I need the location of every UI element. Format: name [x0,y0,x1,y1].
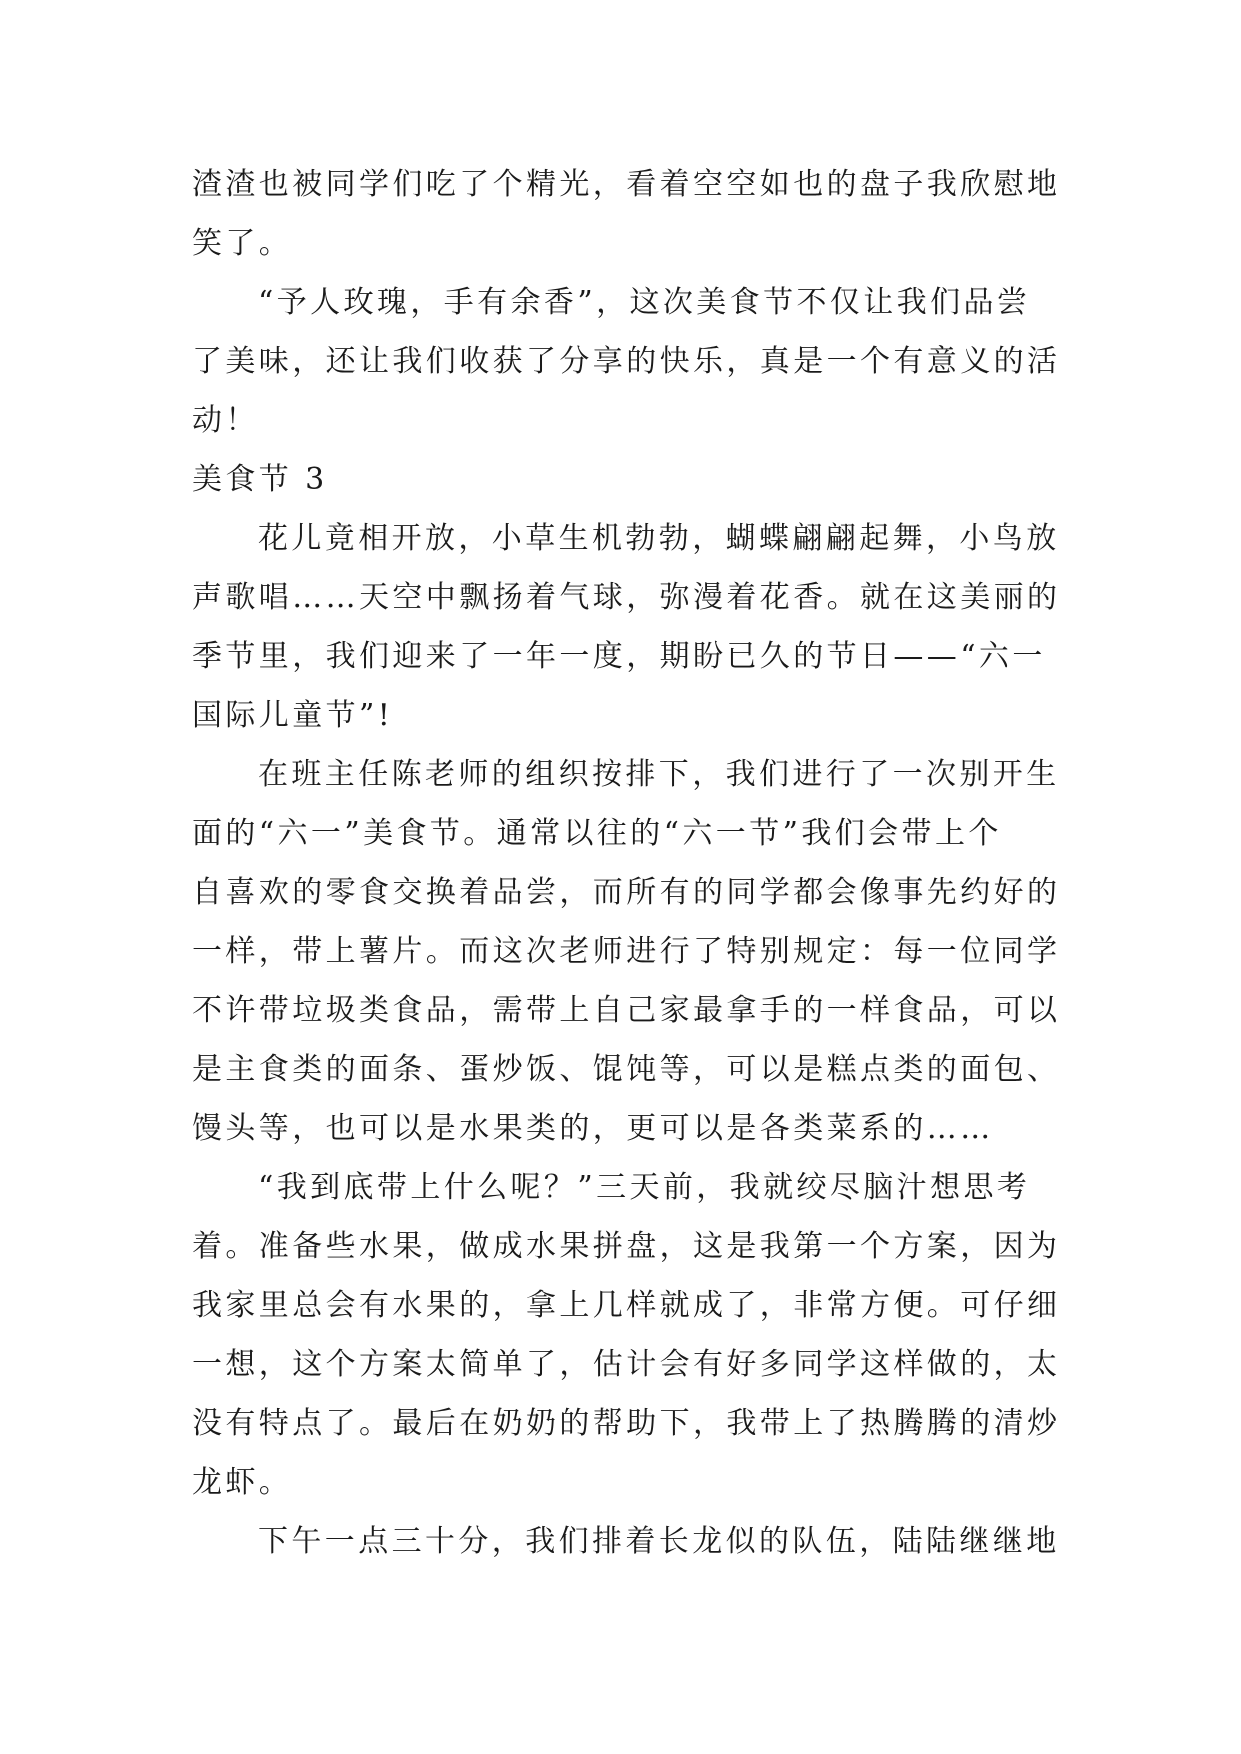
text-line: 一想，这个方案太简单了，估计会有好多同学这样做的，太 [192,1347,1061,1382]
text-line: 不许带垃圾类食品，需带上自己家最拿手的一样食品，可以 [192,993,1061,1028]
text-line: 一样，带上薯片。而这次老师进行了特别规定：每一位同学 [192,934,1061,969]
text-line: 国际儿童节”! [192,698,394,733]
text-line: “我到底带上什么呢？”三天前，我就绞尽脑汁想思考 [258,1170,1031,1205]
text-line: 渣渣也被同学们吃了个精光，看着空空如也的盘子我欣慰地 [192,167,1061,202]
text-line: 自喜欢的零食交换着品尝，而所有的同学都会像事先约好的 [192,875,1061,910]
text-line: 声歌唱……天空中飘扬着气球，弥漫着花香。就在这美丽的 [192,580,1061,615]
text-line: 是主食类的面条、蛋炒饭、馄饨等，可以是糕点类的面包、 [192,1052,1061,1087]
text-line: 我家里总会有水果的，拿上几样就成了，非常方便。可仔细 [192,1288,1061,1323]
text-line: 了美味，还让我们收获了分享的快乐，真是一个有意义的活 [192,344,1061,379]
text-line: 没有特点了。最后在奶奶的帮助下，我带上了热腾腾的清炒 [192,1406,1061,1441]
text-line: 龙虾。 [192,1465,293,1500]
text-line: 季节里，我们迎来了一年一度，期盼已久的节日——“六一 [192,639,1046,674]
text-line: “予人玫瑰，手有余香”，这次美食节不仅让我们品尝 [258,285,1031,320]
text-line: 花儿竟相开放，小草生机勃勃，蝴蝶翩翩起舞，小鸟放 [258,521,1060,556]
text-line: 在班主任陈老师的组织按排下，我们进行了一次别开生 [258,757,1060,792]
text-line: 馒头等，也可以是水果类的，更可以是各类菜系的…… [192,1111,994,1146]
text-line: 面的“六一”美食节。通常以往的“六一节”我们会带上个 [192,816,1002,851]
text-line: 笑了。 [192,226,293,261]
section-heading: 美食节 3 [192,462,328,497]
text-line: 动！ [192,403,259,438]
text-line: 着。准备些水果，做成水果拼盘，这是我第一个方案，因为 [192,1229,1061,1264]
text-line: 下午一点三十分，我们排着长龙似的队伍，陆陆继继地 [258,1524,1060,1559]
